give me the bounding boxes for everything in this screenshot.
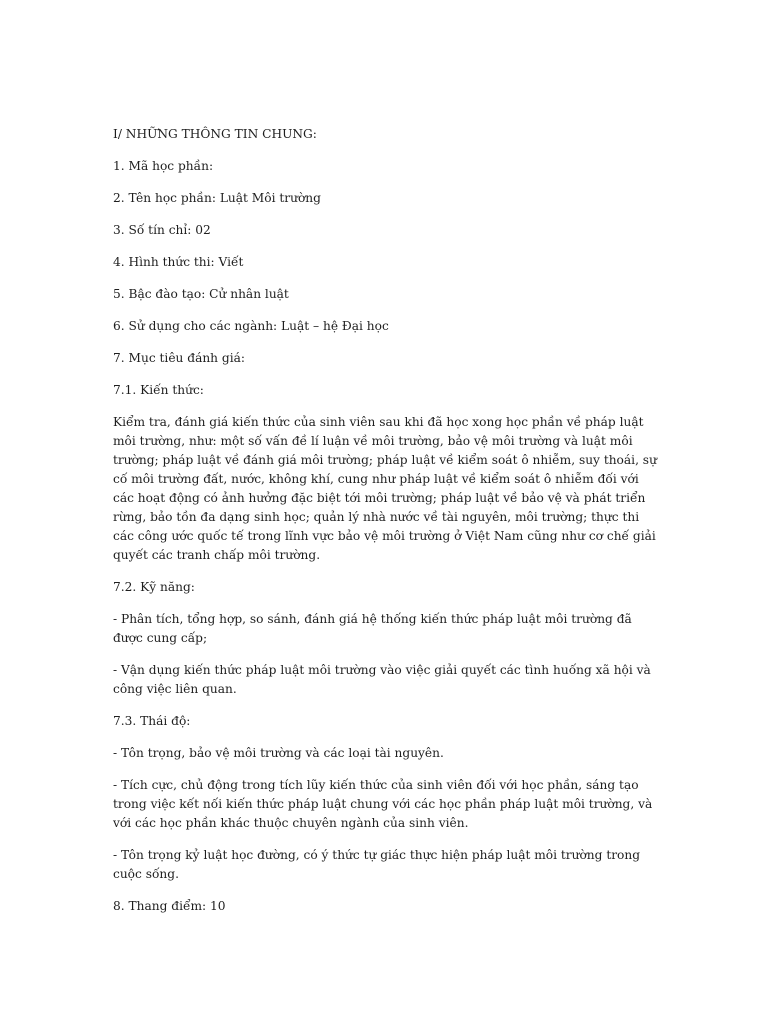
- grading-scale: 8. Thang điểm: 10: [113, 899, 226, 913]
- attitude-item: - Tích cực, chủ động trong tích lũy kiến thức của sinh viên đối với học phần, sáng tạo trong việc kết nối kiến thức pháp luật chung với các học phần pháp luật môi trường, và với các học phần khác thuộc chuyên ngành của sinh viên.: [113, 778, 653, 830]
- training-level: 5. Bậc đào tạo: Cử nhân luật: [113, 287, 289, 301]
- applicable-programs: 6. Sử dụng cho các ngành: Luật – hệ Đại học: [113, 319, 389, 333]
- course-name: 2. Tên học phần: Luật Môi trường: [113, 191, 321, 205]
- skill-item: - Vận dụng kiến thức pháp luật môi trường vào việc giải quyết các tình huống xã hội và công việc liên quan.: [113, 663, 651, 696]
- exam-format: 4. Hình thức thi: Viết: [113, 255, 244, 269]
- skill-item: - Phân tích, tổng hợp, so sánh, đánh giá hệ thống kiến thức pháp luật môi trường đã được cung cấp;: [113, 612, 632, 645]
- knowledge-heading: 7.1. Kiến thức:: [113, 383, 204, 397]
- attitude-item: - Tôn trọng, bảo vệ môi trường và các loại tài nguyên.: [113, 746, 444, 760]
- course-code: 1. Mã học phần:: [113, 159, 214, 173]
- attitude-item: - Tôn trọng kỷ luật học đường, có ý thức tự giác thực hiện pháp luật môi trường trong cuộc sống.: [113, 848, 641, 881]
- skills-heading: 7.2. Kỹ năng:: [113, 580, 195, 594]
- assessment-objectives-heading: 7. Mục tiêu đánh giá:: [113, 351, 245, 365]
- section-heading: I/ NHỮNG THÔNG TIN CHUNG:: [113, 127, 317, 141]
- credits: 3. Số tín chỉ: 02: [113, 223, 211, 237]
- attitude-heading: 7.3. Thái độ:: [113, 714, 191, 728]
- document-page: [113, 125, 658, 929]
- knowledge-paragraph: Kiểm tra, đánh giá kiến thức của sinh viên sau khi đã học xong học phần về pháp luật môi trường, như: một số vấn đề lí luận về môi trường, bảo vệ môi trường và luật môi trường; pháp luật về đánh giá môi trường; pháp luật về kiểm soát ô nhiễm, suy thoái, sự cố môi trường đất, nước, không khí, cung như pháp luật về kiểm soát ô nhiễm đối với các hoạt động có ảnh hưởng đặc biệt tới môi trường; pháp luật về bảo vệ và phát triển rừng, bảo tồn đa dạng sinh học; quản lý nhà nước về tài nguyên, môi trường; thực thi các công ước quốc tế trong lĩnh vực bảo vệ môi trường ở Việt Nam cũng như cơ chế giải quyết các tranh chấp môi trường.: [113, 415, 657, 562]
